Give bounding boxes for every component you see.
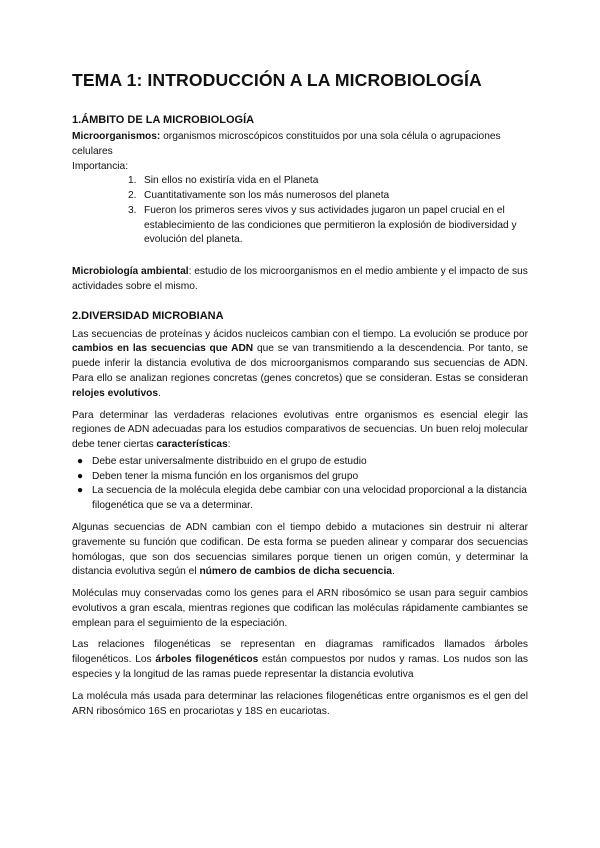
list-item	[72, 204, 528, 248]
microorganismos-text: organismos microscópicos constituidos por una sola célula o agrupaciones celulares	[72, 130, 501, 157]
paragraph-secuencias	[72, 328, 528, 402]
bold-phrase-numero-cambios: número de cambios de dicha secuencia	[199, 566, 392, 578]
paragraph-text: .	[391, 566, 395, 578]
microbiologia-ambiental-term: Microbiología ambiental	[72, 266, 189, 278]
paragraph-text: Las relaciones filogenéticas se representan en diagramas ramificados llamados árboles filogenéticos. Los	[72, 639, 528, 666]
list-item-text: Cuantitativamente son los más numerosos del planeta	[144, 190, 390, 202]
list-item	[72, 484, 528, 514]
bullet-icon: ●	[77, 485, 84, 497]
section-diversidad	[72, 309, 528, 720]
paragraph-text: .	[158, 387, 161, 399]
list-item	[72, 189, 528, 204]
paragraph-arn-ribosomico: La molécula más usada para determinar las relaciones filogenéticas entre organismos es el gen del ARN ribosómico 16S en procariotas y 18S en eucariotas.	[72, 690, 528, 717]
microorganismos-term: Microorganismos:	[72, 130, 161, 142]
paragraph-relaciones-evolutivas	[72, 409, 528, 453]
paragraph-text: que se van transmitiendo a la descendencia. Por tanto, se puede inferir la distancia evolutiva de dos microorganismos comparando sus secuencias de ADN. Para ello se analizan regiones concretas (genes concretos) que se consideran. Estas se consideran	[72, 343, 528, 384]
microbiologia-ambiental-text: : estudio de los microorganismos en el medio ambiente y el impacto de sus actividades sobre el mismo.	[72, 266, 528, 292]
paragraph-text: Las secuencias de proteínas y ácidos nucleicos cambian con el tiempo. La evolución se produce por	[72, 328, 528, 340]
microorganismos-definition	[72, 130, 528, 160]
paragraph-text: Algunas secuencias de ADN cambian con el tiempo debido a mutaciones sin destruir ni alterar gravemente su función que codifican. De esta forma se pueden alinear y comparar dos secuencias homólogas, que son dos secuencias similares porque tienen un origen común, y determinar la distancia evolutiva según el	[72, 521, 528, 578]
section-heading-ambito: 1.ÁMBITO DE LA MICROBIOLOGÍA	[72, 114, 255, 127]
list-item	[72, 455, 528, 470]
bold-phrase-caracteristicas: características	[156, 439, 228, 451]
bold-phrase-relojes: relojes evolutivos	[72, 387, 159, 399]
bold-phrase-arboles: árboles filogenéticos	[155, 654, 259, 666]
list-item-text: Deben tener la misma función en los organismos del grupo	[92, 470, 359, 482]
paragraph-mutaciones	[72, 521, 528, 580]
bullet-icon: ●	[77, 455, 84, 467]
section-heading-diversidad: 2.DIVERSIDAD MICROBIANA	[72, 309, 224, 322]
paragraph-text: están compuestos por nudos y ramas. Los nudos son las especies y la longitud de las ramas puede representar la distancia evolutiva	[72, 654, 528, 681]
bullet-icon: ●	[77, 470, 84, 482]
importancia-label: Importancia:	[72, 160, 129, 172]
document-page	[72, 70, 528, 719]
list-item	[72, 470, 528, 485]
list-number: 3.	[128, 204, 137, 216]
caracteristicas-list	[72, 455, 528, 514]
list-number: 2.	[128, 190, 137, 202]
paragraph-arboles	[72, 638, 528, 682]
list-item	[72, 174, 528, 189]
paragraph-text: Para determinar las verdaderas relaciones evolutivas entre organismos es esencial elegir las regiones de ADN adecuadas para los estudios comparativos de secuencias. Un buen reloj molecular debe tener ciertas	[72, 409, 528, 451]
bold-phrase-cambios: cambios en las secuencias que ADN	[72, 343, 254, 355]
list-item-text: Sin ellos no existiría vida en el Planeta	[144, 175, 319, 187]
list-item-text: Fueron los primeros seres vivos y sus actividades jugaron un papel crucial en el establecimiento de las condiciones que permitieron la explosión de biodiversidad y evolución del planeta.	[144, 204, 517, 246]
paragraph-moleculas-conservadas: Moléculas muy conservadas como los genes para el ARN ribosómico se usan para seguir cambios evolutivos a gran escala, mientras regiones que codifican las moléculas rápidamente cambiantes se emplean para el seguimiento de la especiación.	[72, 588, 528, 629]
list-number: 1.	[128, 175, 137, 187]
list-item-text: La secuencia de la molécula elegida debe cambiar con una velocidad proporcional a la distancia filogenética que se va a determinar.	[92, 485, 527, 512]
paragraph-text: :	[227, 439, 231, 451]
importancia-list	[72, 174, 528, 248]
list-item-text: Debe estar universalmente distribuido en el grupo de estudio	[92, 455, 367, 467]
microbiologia-ambiental-definition	[72, 265, 528, 295]
section-ambito	[72, 113, 528, 295]
document-title: TEMA 1: INTRODUCCIÓN A LA MICROBIOLOGÍA	[72, 70, 482, 90]
